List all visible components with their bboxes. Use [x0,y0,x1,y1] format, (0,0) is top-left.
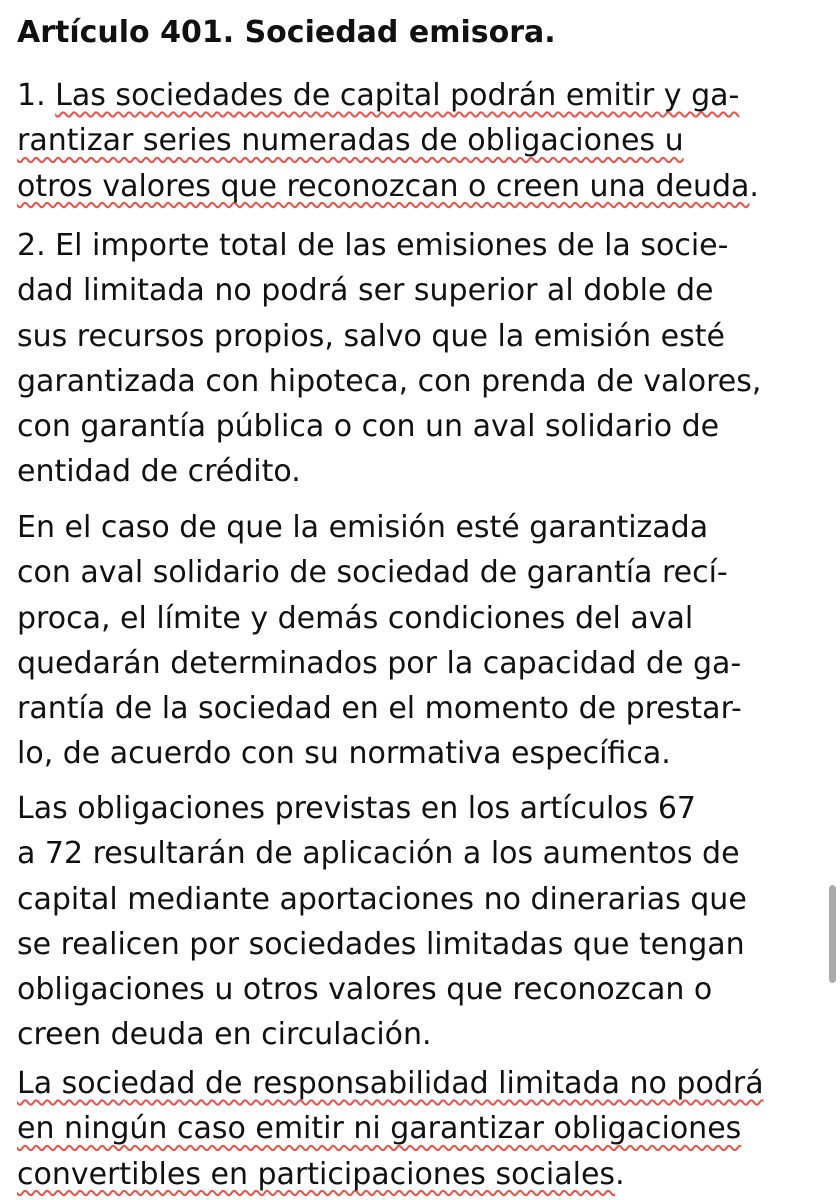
text-line [17,1152,764,1197]
text-line [17,1106,764,1151]
line-text: creen deuda en circulación. [17,1017,432,1053]
text-line [17,359,761,404]
paragraph-2 [17,223,761,495]
line-text: con aval solidario de sociedad de garantía recí- [17,555,728,591]
line-text: lo, de acuerdo con su normativa específica. [17,736,671,772]
text-line [17,641,742,686]
text-line [17,1061,764,1106]
text-line [17,505,742,550]
line-text: obligaciones u otros valores que reconozcan o [17,972,713,1008]
text-line [17,731,742,776]
paragraph-5 [17,1061,764,1197]
text-line [17,404,761,449]
text-line [17,550,742,595]
line-text: se realicen por sociedades limitadas que tengan [17,926,745,962]
text-line [17,686,742,731]
line-text: dad limitada no podrá ser superior al doble de [17,273,714,309]
highlighted-text: La sociedad de responsabilidad limitada no podrá [17,1066,764,1101]
text-line [17,786,747,831]
line-text: . [615,1156,625,1192]
text-line [17,164,759,209]
text-line [17,73,759,118]
line-text: proca, el límite y demás condiciones del aval [17,600,694,636]
highlighted-text: otros valores que reconozcan o creen una deuda [17,168,750,204]
paragraph-1 [17,73,759,209]
line-text: sus recursos propios, salvo que la emisión esté [17,318,725,354]
line-text: 1. [17,78,56,113]
scrollbar-thumb[interactable] [829,885,836,983]
highlighted-text: rantizar series numeradas de obligaciones u [17,123,684,159]
line-text: rantía de la sociedad en el momento de prestar- [17,691,742,727]
line-text: . [749,168,759,204]
line-text: Las obligaciones previstas en los artículos 67 [17,791,696,826]
text-line [17,831,747,876]
text-line [17,967,747,1012]
highlighted-text: convertibles en participaciones sociales [17,1156,616,1192]
text-line [17,223,761,268]
text-line [17,118,759,163]
line-text: capital mediante aportaciones no dinerarias que [17,881,747,917]
line-text: garantizada con hipoteca, con prenda de valores, [17,363,762,399]
line-text: quedarán determinados por la capacidad de ga- [17,645,742,681]
text-line [17,922,747,967]
highlighted-text: Las sociedades de capital podrán emitir y ga- [55,78,740,113]
line-text: a 72 resultarán de aplicación a los aumentos de [17,836,740,872]
line-text: entidad de crédito. [17,454,301,490]
text-line [17,877,747,922]
article-title: Artículo 401. Sociedad emisora. [17,15,556,50]
text-line [17,314,761,359]
paragraph-3 [17,505,742,777]
text-line [17,449,761,494]
paragraph-4 [17,786,747,1058]
text-line [17,596,742,641]
highlighted-text: en ningún caso emitir ni garantizar obligaciones [17,1111,742,1147]
line-text: 2. El importe total de las emisiones de la socie- [17,228,729,263]
line-text: con garantía pública o con un aval solidario de [17,409,720,445]
text-line [17,1012,747,1057]
line-text: En el caso de que la emisión esté garantizada [17,510,709,545]
text-line [17,268,761,313]
